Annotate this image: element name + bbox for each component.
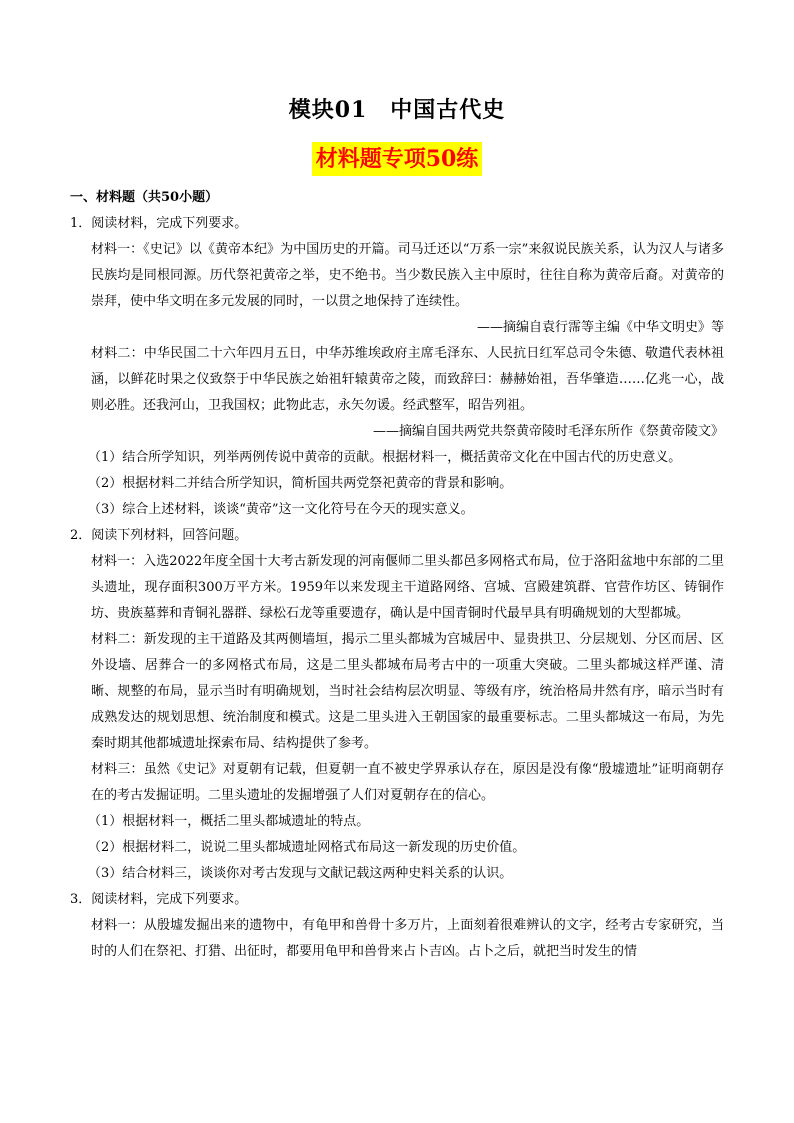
question-2-material-2: 材料二：新发现的主干道路及其两侧墙垣，揭示二里头都城为宫城居中、显贵拱卫、分层规划、分区而居、区外设墙、居葬合一的多网格式布局，这是二里头都城布局考古中的一项重大突破。二里头都城这样严谨、清晰、规整的布局，显示当时有明确规划，当时社会结构层次明显、等级有序，统治格局井然有序，暗示当时有成熟发达的规划思想、统治制度和模式。这是二里头进入王朝国家的最重要标志。二里头都城这一布局，为先秦时期其他都城遗址探索布局、结构提供了参考。 xyxy=(91,632,724,751)
question-2-task-2: （2）根据材料二，说说二里头都城遗址网格式布局这一新发现的历史价值。 xyxy=(88,840,526,855)
document-body xyxy=(70,185,724,965)
question-1-task-3: （3）综合上述材料，谈谈“黄帝”这一文化符号在今天的现实意义。 xyxy=(88,502,474,517)
question-2-task-1: （1）根据材料一，概括二里头都城遗址的特点。 xyxy=(88,814,370,829)
question-1-stem: 1．阅读材料，完成下列要求。 xyxy=(70,216,248,231)
question-1-material-1-source: ——摘编自袁行霈等主编《中华文明史》等 xyxy=(476,320,724,335)
question-3-stem: 3．阅读材料，完成下列要求。 xyxy=(70,892,248,907)
page-subtitle: 材料题专项50练 xyxy=(312,142,483,176)
question-1-material-2-source: ——摘编自国共两党共祭黄帝陵时毛泽东所作《祭黄帝陵文》 xyxy=(372,424,724,439)
question-1-material-2: 材料二：中华民国二十六年四月五日，中华苏维埃政府主席毛泽东、人民抗日红军总司令朱德、敬遣代表林祖涵，以鲜花时果之仪致祭于中华民族之始祖轩辕黄帝之陵，而致辞曰：赫赫始祖，吾华肇造……亿兆一心，战则必胜。还我河山，卫我国权；此物此志，永矢勿谖。经武整军，昭告列祖。 xyxy=(91,346,724,413)
question-2-material-3: 材料三：虽然《史记》对夏朝有记载，但夏朝一直不被史学界承认存在，原因是没有像“殷墟遗址”证明商朝存在的考古发掘证明。二里头遗址的发掘增强了人们对夏朝存在的信心。 xyxy=(91,762,724,803)
page-title: 模块01 中国古代史 xyxy=(288,97,506,123)
section-heading: 一、材料题（共50小题） xyxy=(70,190,219,205)
question-1-task-2: （2）根据材料二并结合所学知识，简析国共两党祭祀黄帝的背景和影响。 xyxy=(88,476,513,491)
question-1-material-1: 材料一：《史记》以《黄帝本纪》为中国历史的开篇。司马迁还以“万系一宗”来叙说民族关系，认为汉人与诸多民族均是同根同源。历代祭祀黄帝之举，史不绝书。当少数民族入主中原时，往往自称为黄帝后裔。对黄帝的崇拜，使中华文明在多元发展的同时，一以贯之地保持了连续性。 xyxy=(91,242,724,309)
question-1-task-1: （1）结合所学知识，列举两例传说中黄帝的贡献。根据材料一，概括黄帝文化在中国古代的历史意义。 xyxy=(88,450,682,465)
question-3-material-1: 材料一：从殷墟发掘出来的遗物中，有龟甲和兽骨十多万片，上面刻着很难辨认的文字，经考古专家研究，当时的人们在祭祀、打猎、出征时，都要用龟甲和兽骨来占卜吉凶。占卜之后，就把当时发生的情 xyxy=(91,918,724,959)
subtitle-wrap xyxy=(0,142,794,176)
question-2-material-1: 材料一：入选2022年度全国十大考古新发现的河南偃师二里头都邑多网格式布局，位于洛阳盆地中东部的二里头遗址，现存面积300万平方米。1959年以来发现主干道路网络、宫城、宫殿建筑群、官营作坊区、铸铜作坊、贵族墓葬和青铜礼器群、绿松石龙等重要遗存，确认是中国青铜时代最早具有明确规划的大型都城。 xyxy=(91,554,724,621)
question-2-stem: 2．阅读下列材料，回答问题。 xyxy=(70,528,248,543)
question-2-task-3: （3）结合材料三，谈谈你对考古发现与文献记载这两种史料关系的认识。 xyxy=(88,866,513,881)
